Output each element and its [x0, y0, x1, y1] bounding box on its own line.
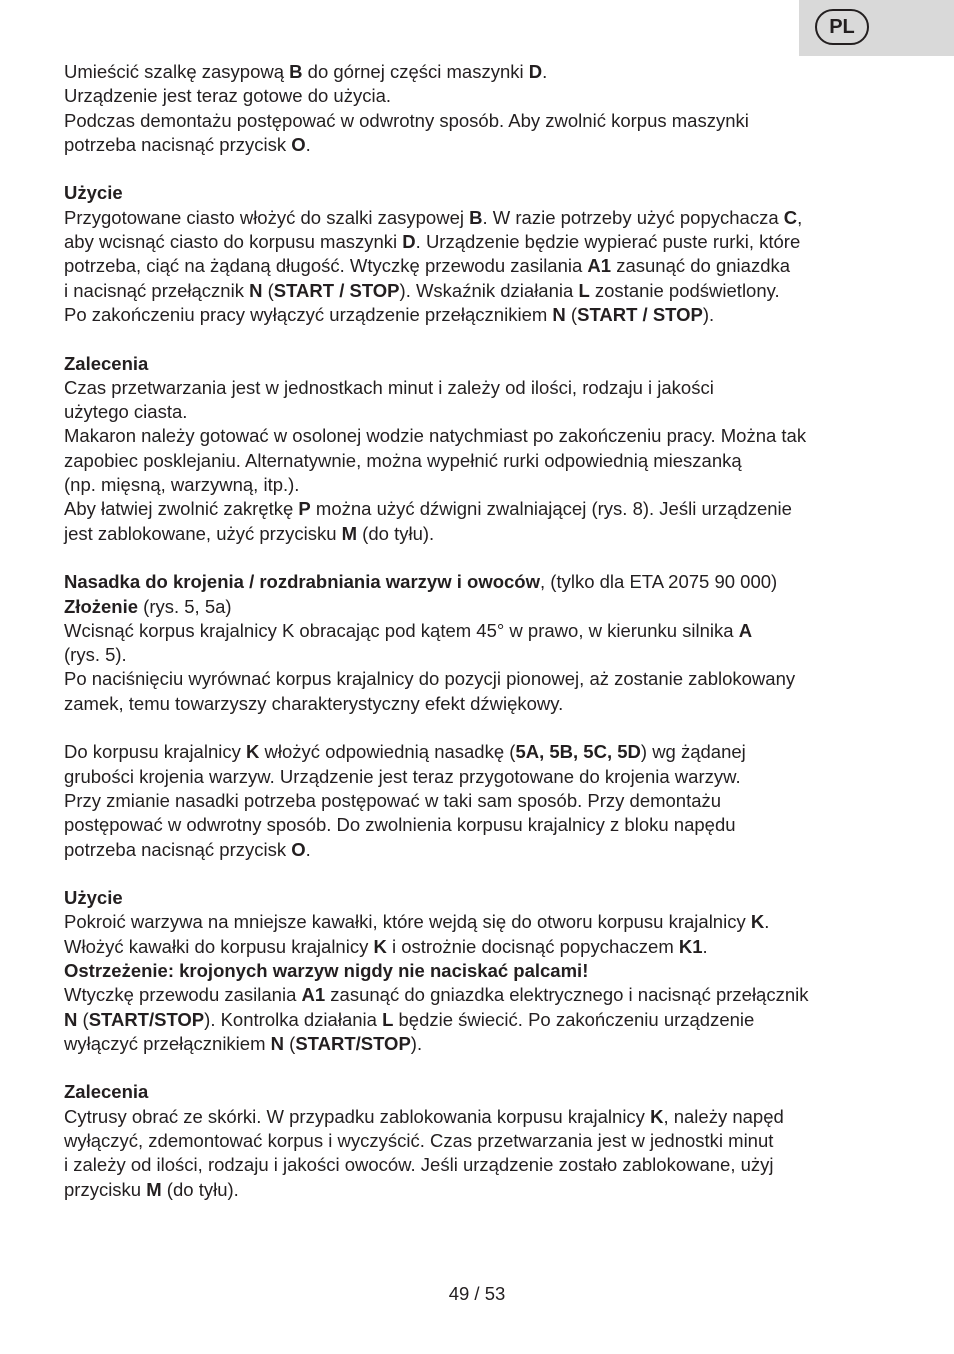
text-run: ( — [77, 1008, 89, 1030]
text-run: Czas przetwarzania jest w jednostkach minut i zależy od ilości, rodzaju i jakości — [64, 376, 714, 398]
text-run: Pokroić warzywa na mniejsze kawałki, które wejdą się do otworu korpusu krajalnicy — [64, 911, 751, 933]
text-run: postępować w odwrotny sposób. Do zwolnienia korpusu krajalnicy z bloku napędu — [64, 814, 736, 836]
text-run: Wtyczkę przewodu zasilania — [64, 984, 302, 1006]
text-run: Aby łatwiej zwolnić zakrętkę — [64, 498, 299, 520]
text-run: zostanie podświetlony. — [589, 279, 780, 301]
bold-run: START / STOP — [273, 279, 400, 301]
text-line — [64, 279, 894, 303]
text-line — [64, 838, 894, 862]
text-line — [64, 230, 894, 254]
bold-run: P — [298, 498, 311, 520]
text-run: zamek, temu towarzyszy charakterystyczny efekt dźwiękowy. — [64, 692, 564, 714]
bold-run: L — [382, 1008, 394, 1030]
text-run: wyłączyć, zdemontować korpus i wyczyścić. Czas przetwarzania jest w jednostki minut — [64, 1130, 774, 1152]
language-tab — [799, 0, 954, 56]
bold-run: B — [289, 61, 303, 82]
text-run: jest zablokowane, użyć przycisku — [64, 522, 342, 544]
paragraph-gap — [64, 327, 894, 351]
text-run: . — [542, 61, 548, 82]
section-heading — [64, 352, 894, 376]
text-line — [64, 595, 894, 619]
bold-run: O — [291, 838, 306, 860]
text-run: Wcisnąć korpus krajalnicy K obracając pod kątem 45° w prawo, w kierunku silnika — [64, 619, 739, 641]
text-run: , (tylko dla ETA 2075 90 000) — [540, 571, 778, 593]
bold-run: START/STOP — [88, 1008, 205, 1030]
text-run: (rys. 5, 5a) — [138, 595, 232, 617]
text-line — [64, 60, 894, 84]
paragraph-gap — [64, 546, 894, 570]
text-run: Przygotowane ciasto włożyć do szalki zasypowej — [64, 206, 470, 228]
text-run: , — [797, 206, 803, 228]
text-line — [64, 254, 894, 278]
text-run: Przy zmianie nasadki potrzeba postępować w taki sam sposób. Przy demontażu — [64, 789, 722, 811]
text-line — [64, 765, 894, 789]
text-line — [64, 206, 894, 230]
text-line — [64, 84, 894, 108]
bold-run: K — [246, 741, 260, 763]
paragraph-gap — [64, 716, 894, 740]
bold-run: 5A, 5B, 5C, 5D — [515, 741, 641, 763]
bold-run: Zalecenia — [64, 352, 149, 374]
text-line — [64, 1008, 894, 1032]
text-run: przycisku — [64, 1178, 147, 1200]
text-run: zasunąć do gniazdka — [611, 255, 791, 277]
text-run: użytego ciasta. — [64, 401, 188, 423]
text-run: . — [305, 838, 311, 860]
text-run: zapobiec posklejaniu. Alternatywnie, można wypełnić rurki odpowiednią mieszanką — [64, 449, 742, 471]
text-run: ( — [565, 303, 578, 325]
bold-run: N — [552, 303, 566, 325]
bold-run: START/STOP — [295, 1032, 411, 1054]
bold-run: Użycie — [64, 887, 123, 909]
text-run: Cytrusy obrać ze skórki. W przypadku zablokowania korpusu krajalnicy — [64, 1105, 651, 1127]
text-line — [64, 109, 894, 133]
text-run: ). — [410, 1032, 423, 1054]
text-run: i ostrożnie docisnąć popychaczem — [386, 935, 679, 957]
text-run: ( — [284, 1032, 296, 1054]
text-line — [64, 424, 894, 448]
text-run: (rys. 5). — [64, 644, 127, 666]
text-run: ( — [262, 279, 274, 301]
bold-run: B — [469, 206, 483, 228]
bold-run: K — [373, 935, 387, 957]
text-run: . — [764, 911, 770, 933]
text-line — [64, 570, 894, 594]
bold-run: Złożenie — [64, 595, 139, 617]
text-run: potrzeba nacisnąć przycisk — [64, 838, 292, 860]
text-run: Po zakończeniu pracy wyłączyć urządzenie przełącznikiem — [64, 303, 553, 325]
bold-run: D — [402, 231, 416, 253]
text-line — [64, 910, 894, 934]
bold-run: C — [783, 206, 798, 228]
text-line — [64, 813, 894, 837]
page-number: 49 / 53 — [448, 1283, 506, 1304]
section-heading — [64, 181, 894, 205]
bold-run: Użycie — [64, 182, 123, 204]
text-run: można użyć dźwigni zwalniającej (rys. 8). Jeśli urządzenie — [310, 498, 792, 520]
text-run: ). — [702, 303, 715, 325]
text-line — [64, 1178, 894, 1202]
text-line — [64, 473, 894, 497]
text-line — [64, 133, 894, 157]
text-line — [64, 740, 894, 764]
text-line — [64, 376, 894, 400]
bold-run: A — [738, 619, 753, 641]
text-line — [64, 983, 894, 1007]
text-run: zasunąć do gniazdka elektrycznego i nacisnąć przełącznik — [325, 984, 809, 1006]
text-run: ). Wskaźnik działania — [399, 279, 579, 301]
text-run: ) wg żądanej — [640, 741, 746, 763]
bold-run: O — [291, 133, 306, 155]
text-run: Do korpusu krajalnicy — [64, 741, 246, 763]
text-run: (do tyłu). — [357, 522, 435, 544]
document-body — [64, 60, 894, 1202]
text-run: wyłączyć przełącznikiem — [64, 1032, 271, 1054]
text-line — [64, 1129, 894, 1153]
bold-run: START / STOP — [577, 303, 703, 325]
text-run: grubości krojenia warzyw. Urządzenie jest teraz przygotowane do krojenia warzyw. — [64, 765, 741, 787]
text-run: . — [305, 133, 311, 155]
text-line — [64, 692, 894, 716]
section-heading — [64, 886, 894, 910]
text-line — [64, 1032, 894, 1056]
text-line — [64, 449, 894, 473]
text-line — [64, 303, 894, 327]
paragraph-gap — [64, 157, 894, 181]
text-run: (do tyłu). — [161, 1178, 239, 1200]
text-run: . W razie potrzeby użyć popychacza — [482, 206, 784, 228]
text-line — [64, 789, 894, 813]
text-run: włożyć odpowiednią nasadkę ( — [259, 741, 516, 763]
text-run: aby wcisnąć ciasto do korpusu maszynki — [64, 231, 403, 253]
bold-run: K — [750, 911, 765, 933]
text-run: (np. mięsną, warzywną, itp.). — [64, 474, 300, 496]
paragraph-gap — [64, 862, 894, 886]
text-line — [64, 1153, 894, 1177]
text-line — [64, 1105, 894, 1129]
paragraph-gap — [64, 1056, 894, 1080]
bold-run: L — [578, 279, 590, 301]
text-run: potrzeba nacisnąć przycisk — [64, 133, 292, 155]
text-run: Włożyć kawałki do korpusu krajalnicy — [64, 935, 374, 957]
text-run: , należy napęd — [663, 1105, 784, 1127]
text-run: Urządzenie jest teraz gotowe do użycia. — [64, 85, 392, 107]
text-run: potrzeba, ciąć na żądaną długość. Wtyczkę przewodu zasilania — [64, 255, 588, 277]
bold-run: M — [341, 522, 358, 544]
text-run: Umieścić szalkę zasypową — [64, 61, 290, 82]
text-line — [64, 522, 894, 546]
text-line — [64, 643, 894, 667]
bold-run: M — [146, 1178, 162, 1200]
text-line — [64, 400, 894, 424]
text-line — [64, 497, 894, 521]
text-run: do górnej części maszynki — [302, 61, 529, 82]
text-run: i nacisnąć przełącznik — [64, 279, 250, 301]
text-run: i zależy od ilości, rodzaju i jakości owoców. Jeśli urządzenie zostało zablokowane, użyj — [64, 1154, 774, 1176]
text-line — [64, 959, 894, 983]
text-run: Podczas demontażu postępować w odwrotny sposób. Aby zwolnić korpus maszynki — [64, 109, 749, 131]
text-run: Po naciśnięciu wyrównać korpus krajalnicy do pozycji pionowej, aż zostanie zablokowany — [64, 668, 796, 690]
bold-run: N — [249, 279, 263, 301]
bold-run: Nasadka do krojenia / rozdrabniania warzyw i owoców — [64, 571, 540, 593]
bold-run: K1 — [678, 935, 703, 957]
text-line — [64, 667, 894, 691]
bold-run: K — [650, 1105, 664, 1127]
bold-run: N — [270, 1032, 285, 1054]
text-run: . Urządzenie będzie wypierać puste rurki, które — [415, 231, 801, 253]
bold-run: A1 — [301, 984, 326, 1006]
bold-run: D — [528, 61, 543, 82]
bold-run: Ostrzeżenie: krojonych warzyw nigdy nie naciskać palcami! — [64, 959, 589, 981]
bold-run: A1 — [587, 255, 612, 277]
section-heading — [64, 1080, 894, 1104]
text-run: będzie świecić. Po zakończeniu urządzenie — [393, 1008, 755, 1030]
text-run: ). Kontrolka działania — [204, 1008, 383, 1030]
text-run: . — [702, 935, 708, 957]
text-line — [64, 619, 894, 643]
text-line — [64, 935, 894, 959]
bold-run: N — [64, 1008, 78, 1030]
text-run: Makaron należy gotować w osolonej wodzie natychmiast po zakończeniu pracy. Można tak — [64, 425, 807, 447]
language-badge: PL — [815, 9, 869, 45]
bold-run: Zalecenia — [64, 1081, 149, 1103]
